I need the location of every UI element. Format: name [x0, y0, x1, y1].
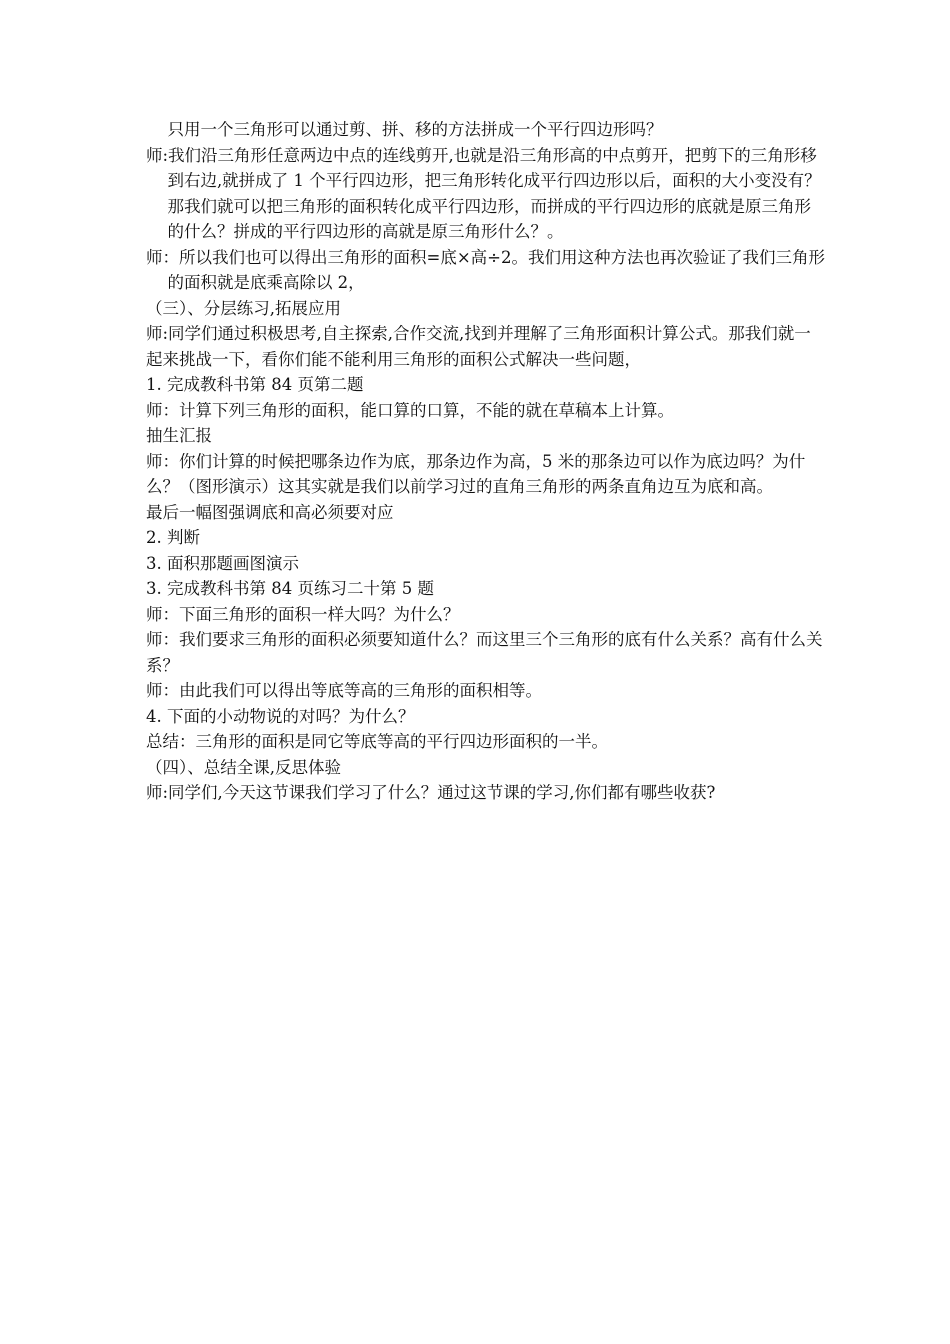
- exercise-item-3a: 3. 面积那题画图演示: [146, 553, 299, 573]
- paragraph-teacher-reflection: 师:同学们,今天这节课我们学习了什么？通过这节课的学习,你们都有哪些收获?: [146, 783, 716, 802]
- paragraph-teacher-base-height: 师：你们计算的时候把哪条边作为底，那条边作为高，5 米的那条边可以作为底边吗？为什么？（图形演示）这其实就是我们以前学习过的直角三角形的两条直角边互为底和高。: [146, 451, 806, 496]
- paragraph-teacher-relations: 师：我们要求三角形的面积必须要知道什么？而这里三个三角形的底有什么关系？高有什么关系？: [146, 630, 823, 675]
- paragraph-teacher-same-area: 师：下面三角形的面积一样大吗？为什么？: [146, 604, 460, 624]
- paragraph-last-figure: 最后一幅图强调底和高必须要对应: [146, 502, 394, 522]
- paragraph-summary: 总结：三角形的面积是同它等底等高的平行四边形面积的一半。: [146, 732, 608, 751]
- paragraph-question: 只用一个三角形可以通过剪、拼、移的方法拼成一个平行四边形吗？: [167, 120, 663, 139]
- paragraph-student-report: 抽生汇报: [146, 426, 212, 445]
- paragraph-teacher-calculate: 师：计算下列三角形的面积，能口算的口算，不能的就在草稿本上计算。: [146, 400, 674, 420]
- document-body: [146, 117, 826, 806]
- paragraph-teacher-cut-method: 师:我们沿三角形任意两边中点的连线剪开,也就是沿三角形高的中点剪开，把剪下的三角形移到右边,就拼成了 1 个平行四边形，把三角形转化成平行四边形以后，面积的大小变没有？那我们就可以把三角形的面积转化成平行四边形，而拼成的平行四边形的底就是原三角形的什么？拼成的平行四边形的高就是原三角形什么？。: [146, 145, 821, 241]
- section-heading-four: （四）、总结全课,反思体验: [146, 757, 341, 777]
- exercise-item-3b: 3. 完成教科书第 84 页练习二十第 5 题: [146, 579, 434, 598]
- paragraph-teacher-challenge: 师:同学们通过积极思考,自主探索,合作交流,找到并理解了三角形面积计算公式。那我们就一起来挑战一下，看你们能不能利用三角形的面积公式解决一些问题，: [146, 324, 811, 369]
- paragraph-teacher-formula: 师：所以我们也可以得出三角形的面积=底×高÷2。我们用这种方法也再次验证了我们三角形的面积就是底乘高除以 2，: [146, 247, 825, 292]
- paragraph-teacher-conclusion: 师：由此我们可以得出等底等高的三角形的面积相等。: [146, 681, 542, 700]
- exercise-item-1: 1. 完成教科书第 84 页第二题: [146, 375, 364, 394]
- exercise-item-2: 2. 判断: [146, 528, 200, 547]
- exercise-item-4: 4. 下面的小动物说的对吗？为什么？: [146, 706, 415, 726]
- section-heading-three: （三）、分层练习,拓展应用: [146, 298, 341, 318]
